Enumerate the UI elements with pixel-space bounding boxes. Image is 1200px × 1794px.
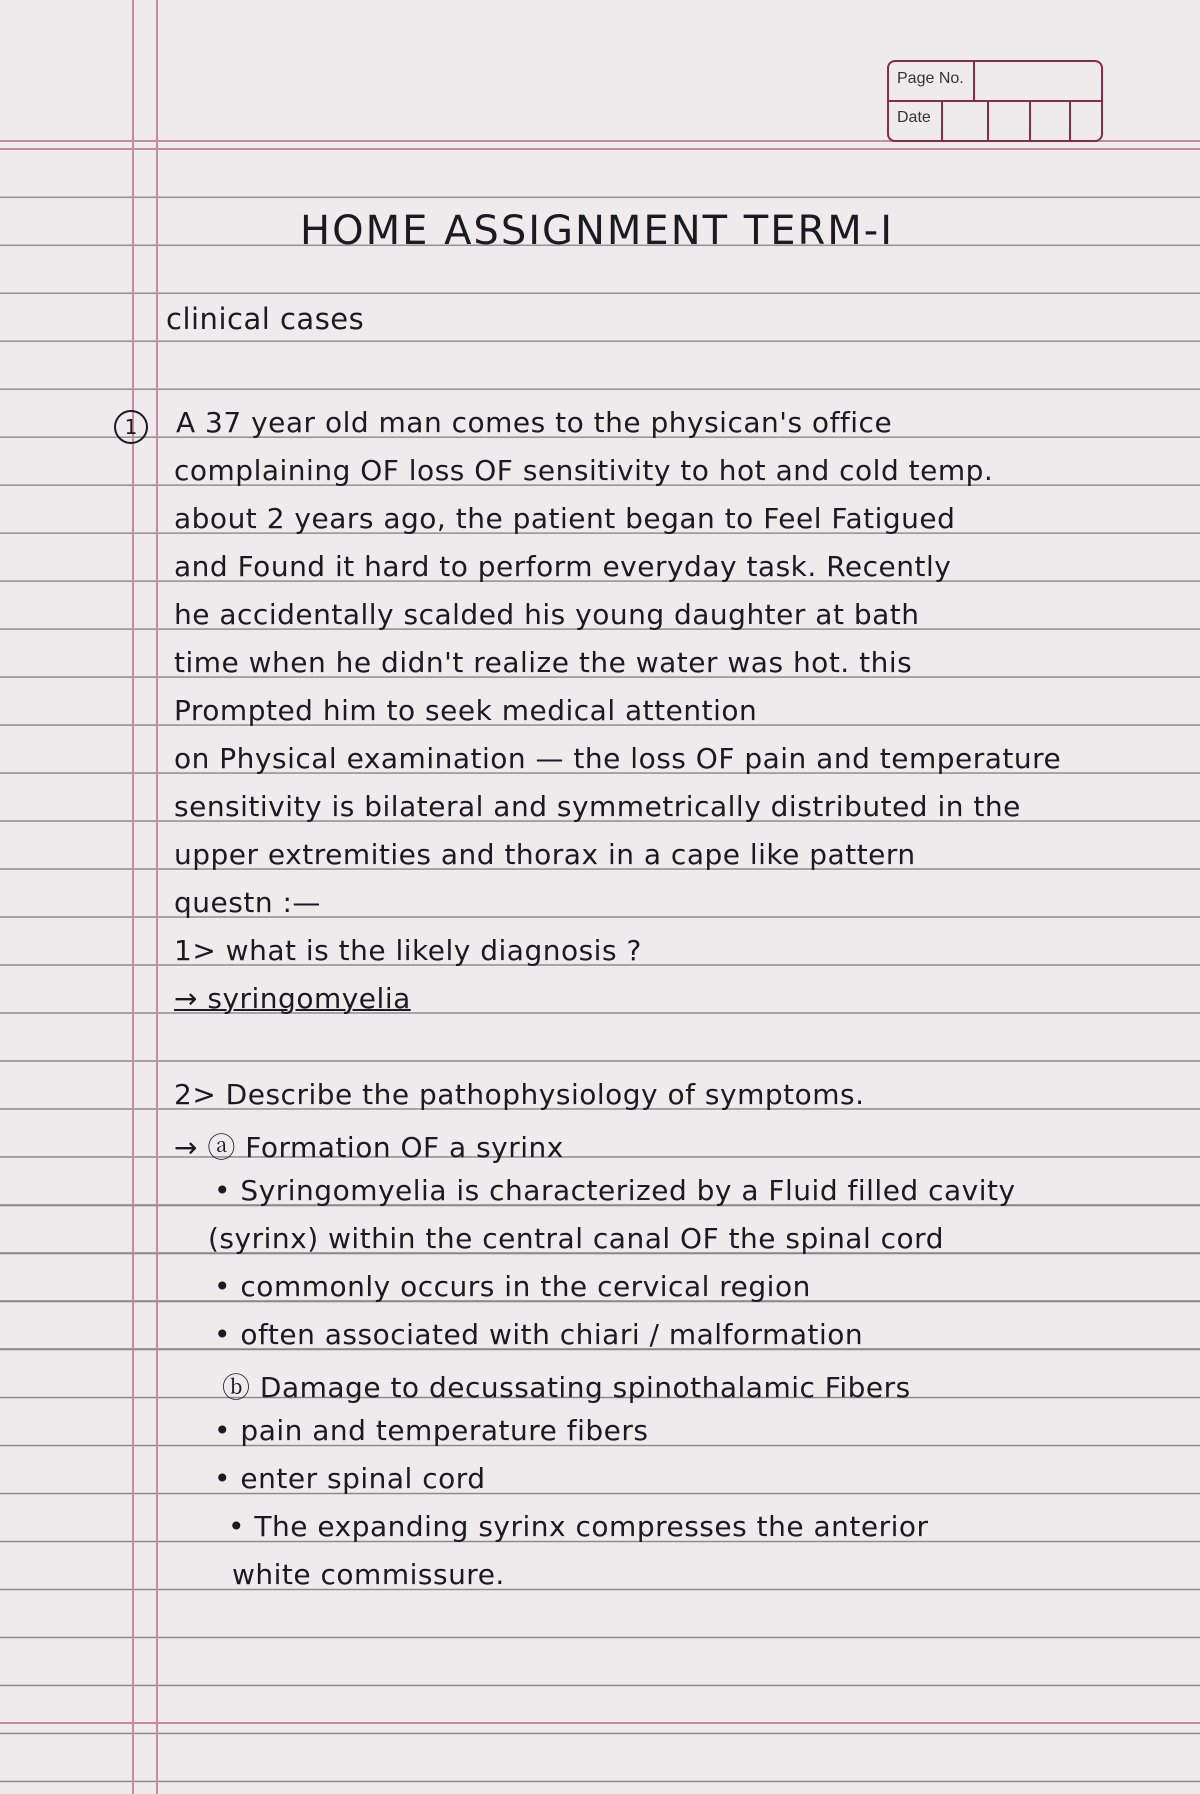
text-line: upper extremities and thorax in a cape like pattern	[174, 838, 916, 871]
text-line: he accidentally scalded his young daughter at bath	[174, 598, 920, 631]
bottom-rule	[0, 1722, 1200, 1724]
section-heading: clinical cases	[166, 302, 365, 336]
text-line: ⓑ Damage to decussating spinothalamic Fibers	[222, 1371, 911, 1404]
text-line: complaining OF loss OF sensitivity to hot and cold temp.	[174, 454, 994, 487]
text-line: • The expanding syrinx compresses the anterior	[228, 1510, 929, 1543]
date-label: Date	[897, 109, 931, 126]
text-line: A 37 year old man comes to the physican's office	[176, 406, 893, 439]
margin-line-left	[132, 0, 134, 1794]
text-line: • Syringomyelia is characterized by a Fluid filled cavity	[214, 1174, 1016, 1207]
text-line: and Found it hard to perform everyday task. Recently	[174, 550, 952, 583]
page-no-label: Page No.	[897, 70, 964, 87]
text-line: • enter spinal cord	[214, 1462, 486, 1495]
text-line: sensitivity is bilateral and symmetrically distributed in the	[174, 790, 1021, 823]
margin-line-right	[156, 0, 158, 1794]
text-line: → ⓐ Formation OF a syrinx	[174, 1131, 564, 1164]
text-line: questn :—	[174, 886, 321, 919]
text-line: → syringomyelia	[174, 982, 411, 1015]
text-line: 1> what is the likely diagnosis ?	[174, 934, 642, 967]
page-title: HOME ASSIGNMENT TERM-I	[300, 208, 895, 254]
text-line: (syrinx) within the central canal OF the spinal cord	[208, 1222, 944, 1255]
text-line: white commissure.	[232, 1558, 505, 1591]
text-line: about 2 years ago, the patient began to Feel Fatigued	[174, 502, 956, 535]
text-line: • often associated with chiari / malformation	[214, 1318, 864, 1351]
text-line: on Physical examination — the loss OF pain and temperature	[174, 742, 1062, 775]
case-number: 1	[114, 410, 148, 444]
text-line: • commonly occurs in the cervical region	[214, 1270, 811, 1303]
text-line: Prompted him to seek medical attention	[174, 694, 758, 727]
top-rule-2	[0, 148, 1200, 150]
page-date-box	[887, 60, 1103, 142]
text-line: time when he didn't realize the water was hot. this	[174, 646, 913, 679]
text-line: • pain and temperature fibers	[214, 1414, 649, 1447]
text-line: 2> Describe the pathophysiology of symptoms.	[174, 1078, 865, 1111]
